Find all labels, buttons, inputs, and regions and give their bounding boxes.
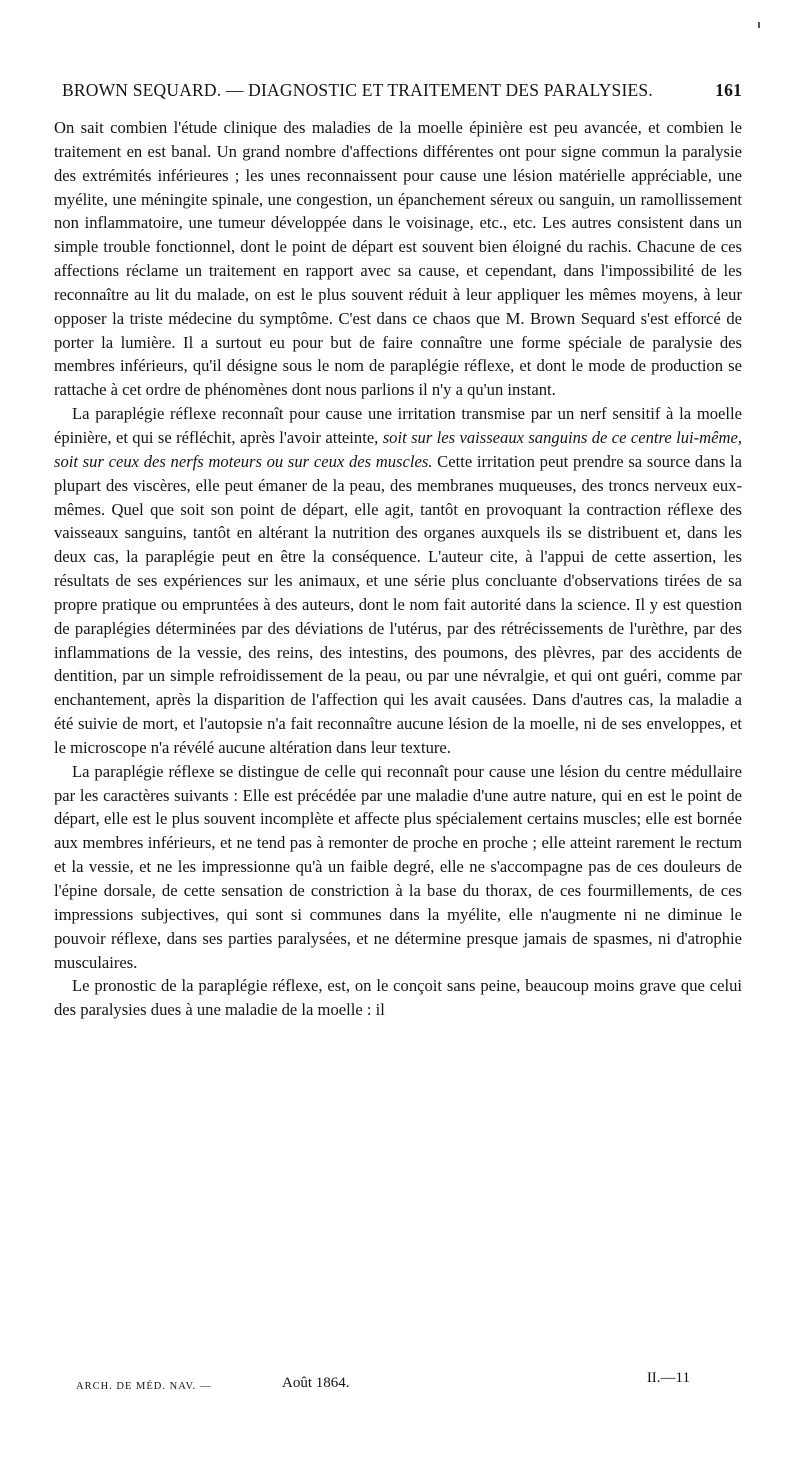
document-page [54, 0, 742, 1473]
footer-date: Août 1864. [282, 1375, 350, 1391]
running-head-title: BROWN SEQUARD. — DIAGNOSTIC ET TRAITEMENT DES PARALYSIES. [62, 80, 653, 100]
article-body [54, 116, 742, 1022]
paragraph-2 [54, 402, 742, 760]
page-number: 161 [715, 80, 742, 100]
paragraph-3: La paraplégie réflexe se distingue de celle qui reconnaît pour cause une lésion du centre médullaire par les caractères suivants : Elle est précédée par une maladie d'une autre nature, qui en est le point de départ, elle est le plus souvent incomplète et affecte plus spécialement certains muscles; elle est bornée aux membres inférieurs, et ne tend pas à remonter de proche en proche ; elle atteint rarement le rectum et la vessie, et ne les impressionne qu'à un faible degré, elle ne s'accompagne pas de ces douleurs de l'épine dorsale, de cette sensation de constriction à la base du thorax, de ces fourmillements, de ces impressions subjectives, qui sont si communes dans la myélite, elle n'augmente ni ne diminue le pouvoir réflexe, dans ses parties paralysées, et ne détermine presque jamais de spasmes, ni d'atrophie musculaires. [54, 761, 742, 972]
paragraph-2-start: La paraplégie réflexe reconnaît pour cause une irritation transmise par un nerf sensitif à la moelle épinière, et qui se réfléchit, après l'avoir atteinte, [54, 404, 742, 447]
ink-speck [758, 22, 760, 28]
footer-journal-name: ARCH. DE MÉD. NAV. [76, 1381, 197, 1392]
footer-dash: — [199, 1381, 212, 1392]
paragraph-2-italic: soit sur les vaisseaux sanguins de ce centre lui-même, soit sur ceux des nerfs moteurs ou sur ceux des muscles. [54, 427, 742, 471]
paragraph-4: Le pronostic de la paraplégie réflexe, est, on le conçoit sans peine, beaucoup moins grave que celui des paralysies dues à une maladie de la moelle : il [54, 976, 742, 1020]
page-footer [76, 1370, 690, 1398]
footer-signature: II.—11 [646, 1370, 690, 1386]
paragraph-1: On sait combien l'étude clinique des maladies de la moelle épinière est peu avancée, et combien le traitement en est banal. Un grand nombre d'affections différentes ont pour signe commun la paralysie des extrémités inférieures ; les unes reconnaissent pour cause une lésion matérielle appréciable, une myélite, une méningite spinale, une congestion, un épanchement séreux ou sanguin, un ramollissement non inflammatoire, une tumeur développée dans le voisinage, etc., etc. Les autres consistent dans un simple trouble fonctionnel, dont le point de départ est souvent bien éloigné du rachis. Chacune de ces affections réclame un traitement en rapport avec sa cause, et cependant, dans l'impossibilité de les reconnaître au lit du malade, on est le plus souvent réduit à leur appliquer les mêmes moyens, à leur opposer la triste médecine du symptôme. C'est dans ce chaos que M. Brown Sequard s'est efforcé de porter la lumière. Il a surtout eu pour but de faire connaître une forme spéciale de paralysie des membres inférieurs, qu'il désigne sous le nom de paraplégie réflexe, et dont le mode de production se rattache à cet ordre de phénomènes dont nous parlions il n'y a qu'un instant. [54, 118, 742, 400]
paragraph-2-end: Cette irritation peut prendre sa source dans la plupart des viscères, elle peut émaner de la peau, des membranes muqueuses, des troncs nerveux eux-mêmes. Quel que soit son point de départ, elle agit, tantôt en provoquant la contraction réflexe des vaisseaux sanguins, tantôt en altérant la nutrition des organes auxquels ils se distribuent et, dans les deux cas, la paraplégie peut en être la conséquence. L'auteur cite, à l'appui de cette assertion, les résultats de ses expériences sur les animaux, et une série plus concluante d'observations tirées de sa propre pratique ou empruntées à des auteurs, dont le nom fait autorité dans la science. Il y est question de paraplégies déterminées par des déviations de l'utérus, par des rétrécissements de l'urèthre, par des inflammations de la vessie, des reins, des intestins, des poumons, des plèvres, par des accidents de dentition, par un simple refroidissement de la peau, ou par une névralgie, et qui ont guéri, comme par enchantement, après la disparition de l'affection qui les avait causées. Dans d'autres cas, la maladie a été suivie de mort, et l'autopsie n'a fait reconnaître aucune lésion de la moelle, ni de ses enveloppes, et le microscope n'a révélé aucune altération dans leur texture. [54, 451, 742, 757]
footer-journal [76, 1376, 211, 1398]
running-head [62, 78, 742, 102]
